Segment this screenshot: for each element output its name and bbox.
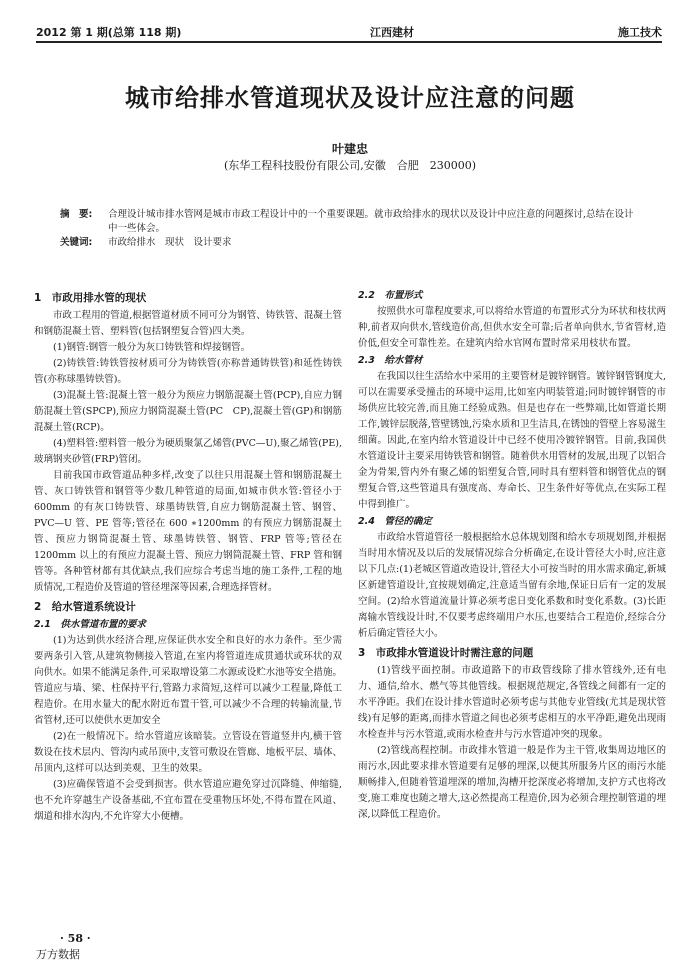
abstract-text: 合理设计城市排水管网是城市市政工程设计中的一个重要课题。就市政给排水的现状以及设计中应注意的问题探讨,总结在设计中一些体会。 [108, 209, 634, 234]
paragraph: 按照供水可靠程度要求,可以将给水管道的布置形式分为环状和枝状两种,前者双向供水,管线造价高,但供水安全可靠;后者单向供水,节省管材,造价低,但安全可靠性差。在建筑内给水官网布置时常采用枝状布置。 [358, 306, 666, 349]
paragraph: (3)混凝土管:混凝土管一般分为预应力钢筋混凝土管(PCP),自应力钢筋混凝土管(SPCP),预应力钢筒混凝土管(PC CP),混凝土管(GP)和钢筋混凝土管(RCP)。 [34, 390, 342, 433]
abstract-block [60, 208, 640, 250]
abstract-row [60, 208, 640, 236]
paragraph: 市政给水管道管径一般根据给水总体规划图和给水专项规划图,并根据当时用水情况及以后的发展情况综合分析确定,在设计管径大小时,应注意以下几点:(1)老城区管道改造设计,管径大小可按当时的用水需求确定,新城区新建管道设计,宜按规划确定,注意适当留有余地,保证日后有一定的发展空间。(2)给水管道流量计算必须考虑日变化系数和时变化系数。(3)长距离输水管线设计时,不仅要考虑终端用户水压,也要结合工程造价,经综合分析后确定管径大小。 [358, 532, 666, 639]
paragraph: 在我国以往生活给水中采用的主要管材是镀锌钢管。镀锌钢管钢度大,可以在需要承受撞击的环境中运用,比如室内明装管道;同时镀锌钢管的市场供应比较完善,而且施工经验成熟。但是也存在一些弊端,比如管道长期工作,镀锌层脱落,管壁锈蚀,污染水质和卫生洁具,在锈蚀的管壁上容易滋生细菌。因此,在室内给水管道设计中已经不使用冷镀锌钢管。目前,我国供水管道设计主要采用铸铁管和钢管。随着供水用管材的发展,出现了以铝合金为骨架,管内外有聚乙烯的铝塑复合管,同时具有塑料管和钢管优点的钢塑复合管,这些管道具有强度高、寿命长、卫生条件好等优点,在实际工程中得到推广。 [358, 371, 666, 510]
journal-name: 江西建材 [370, 26, 414, 39]
section-2-2-heading: 2.2 布置形式 [358, 290, 423, 301]
paragraph: 目前我国市政管道品种多样,改变了以往只用混凝土管和钢筋混凝土管、灰口铸铁管和钢管等少数几种管道的局面,如城市供水管:管径小于 600mm 的有灰口铸铁管、球墨铸铁管,自应力钢筋混凝土管、钢管、PVC—U 管、PE 管等;管径在 600 ∗1200mm 的有预应力钢筋混凝土管、预应力钢筒混凝土管、球墨铸铁管、钢管、FRP 管等;管径在 1200mm 以上的有预应力混凝土管、预应力钢筒混凝土管、FRP 管和钢管等。各种管材都有其优缺点,我们应综合考虑当地的施工条件,工程的地质情况,工程造价及管道的管径埋深等因素,合理选择管材。 [34, 470, 342, 593]
paragraph: 市政工程用的管道,根据管道材质不同可分为钢管、铸铁管、混凝土管和钢筋混凝土管、塑料管(包括钢塑复合管)四大类。 [34, 310, 342, 337]
paragraph: (2)在一般情况下。给水管道应该暗装。立管设在管道竖井内,横干管数设在技术层内、管沟内或吊顶中,支管可敷设在管廊、地板平层、墙体、吊顶内,这样可以达到美观、卫生的效果。 [34, 731, 342, 774]
section-2-1-heading: 2.1 供水管道布置的要求 [34, 619, 146, 630]
header-rule [36, 41, 662, 43]
paragraph: (4)塑料管:塑料管一般分为硬质聚氯乙烯管(PVC—U),聚乙烯管(PE),玻璃钢夹砂管(FRP)管闭。 [34, 438, 342, 465]
page-number: · 58 · [60, 932, 91, 945]
section-2-4-heading: 2.4 管径的确定 [358, 516, 432, 527]
paragraph: (1)为达到供水经济合理,应保证供水安全和良好的水力条件。至少需要两条引入管,从建筑物侧接入管道,在室内将管道连成贯通状或环状的双向供水。如果不能满足条件,可采取增设第二水源或设贮水池等安全措施。管道应与墙、梁、柱保持平行,管路力求简短,这样可以减少工程量,降低工程造价。在用水量大的配水附近布置干管,可以减少不合理的转输流量,节省管材,还可以使供水更加安全 [34, 635, 342, 726]
paragraph: (3)应确保管道不会受到损害。供水管道应避免穿过沉降缝、伸缩缝,也不允许穿越生产设备基础,不宜布置在受重物压坏处,不得布置在风道、烟道和排水沟内,不允许穿大小便槽。 [34, 779, 342, 822]
section-3-heading: 3 市政排水管道设计时需注意的问题 [358, 647, 534, 659]
watermark-text: 万方数据 [36, 948, 80, 961]
section-1-heading: 1 市政用排水管的现状 [34, 292, 147, 304]
author: 叶建忠 [331, 142, 368, 156]
keywords-text: 市政给排水 现状 设计要求 [108, 237, 232, 248]
paragraph: (1)钢管:钢管一般分为灰口铸铁管和焊接钢管。 [53, 342, 251, 353]
issue-info: 2012 第 1 期(总第 118 期) [36, 26, 182, 39]
keywords-label: 关键词: [60, 237, 93, 248]
column-name: 施工技术 [618, 26, 662, 39]
paper-title: 城市给排水管道现状及设计应注意的问题 [125, 84, 575, 112]
keywords-row [60, 236, 640, 250]
left-column [34, 287, 342, 825]
affiliation: (东华工程科技股份有限公司,安徽 合肥 230000) [223, 159, 477, 172]
paragraph: (1)管线平面控制。市政道路下的市政管线除了排水管线外,还有电力、通信,给水、燃气等其他管线。根据规范规定,各管线之间都有一定的水平净距。我们在设计排水管道时必须考虑与其他专业管线(尤其是现状管线)有足够的距离,而排水管道之间也必须考虑相互的水平净距,避免出现雨水检查井与污水管道,或雨水检查井与污水管道冲突的现象。 [358, 665, 666, 740]
running-header [36, 22, 662, 40]
section-2-heading: 2 给水管道系统设计 [34, 601, 136, 613]
section-2-3-heading: 2.3 给水管材 [358, 355, 423, 366]
right-column [358, 287, 666, 823]
paragraph: (2)管线高程控制。市政排水管道一般是作为主干管,收集周边地区的雨污水,因此要求排水管道要有足够的埋深,以便其所服务片区的雨污水能顺畅排入,但随着管道埋深的增加,沟槽开挖深度必将增加,支护方式也将改变,施工难度也随之增大,这必然提高工程造价,因为必须合理控制管道的埋深,以降低工程造价。 [358, 745, 666, 820]
paragraph: (2)铸铁管:铸铁管按材质可分为铸铁管(亦称普通铸铁管)和延性铸铁管(亦称球墨铸铁管)。 [34, 358, 342, 385]
abstract-label: 摘 要: [60, 209, 93, 220]
